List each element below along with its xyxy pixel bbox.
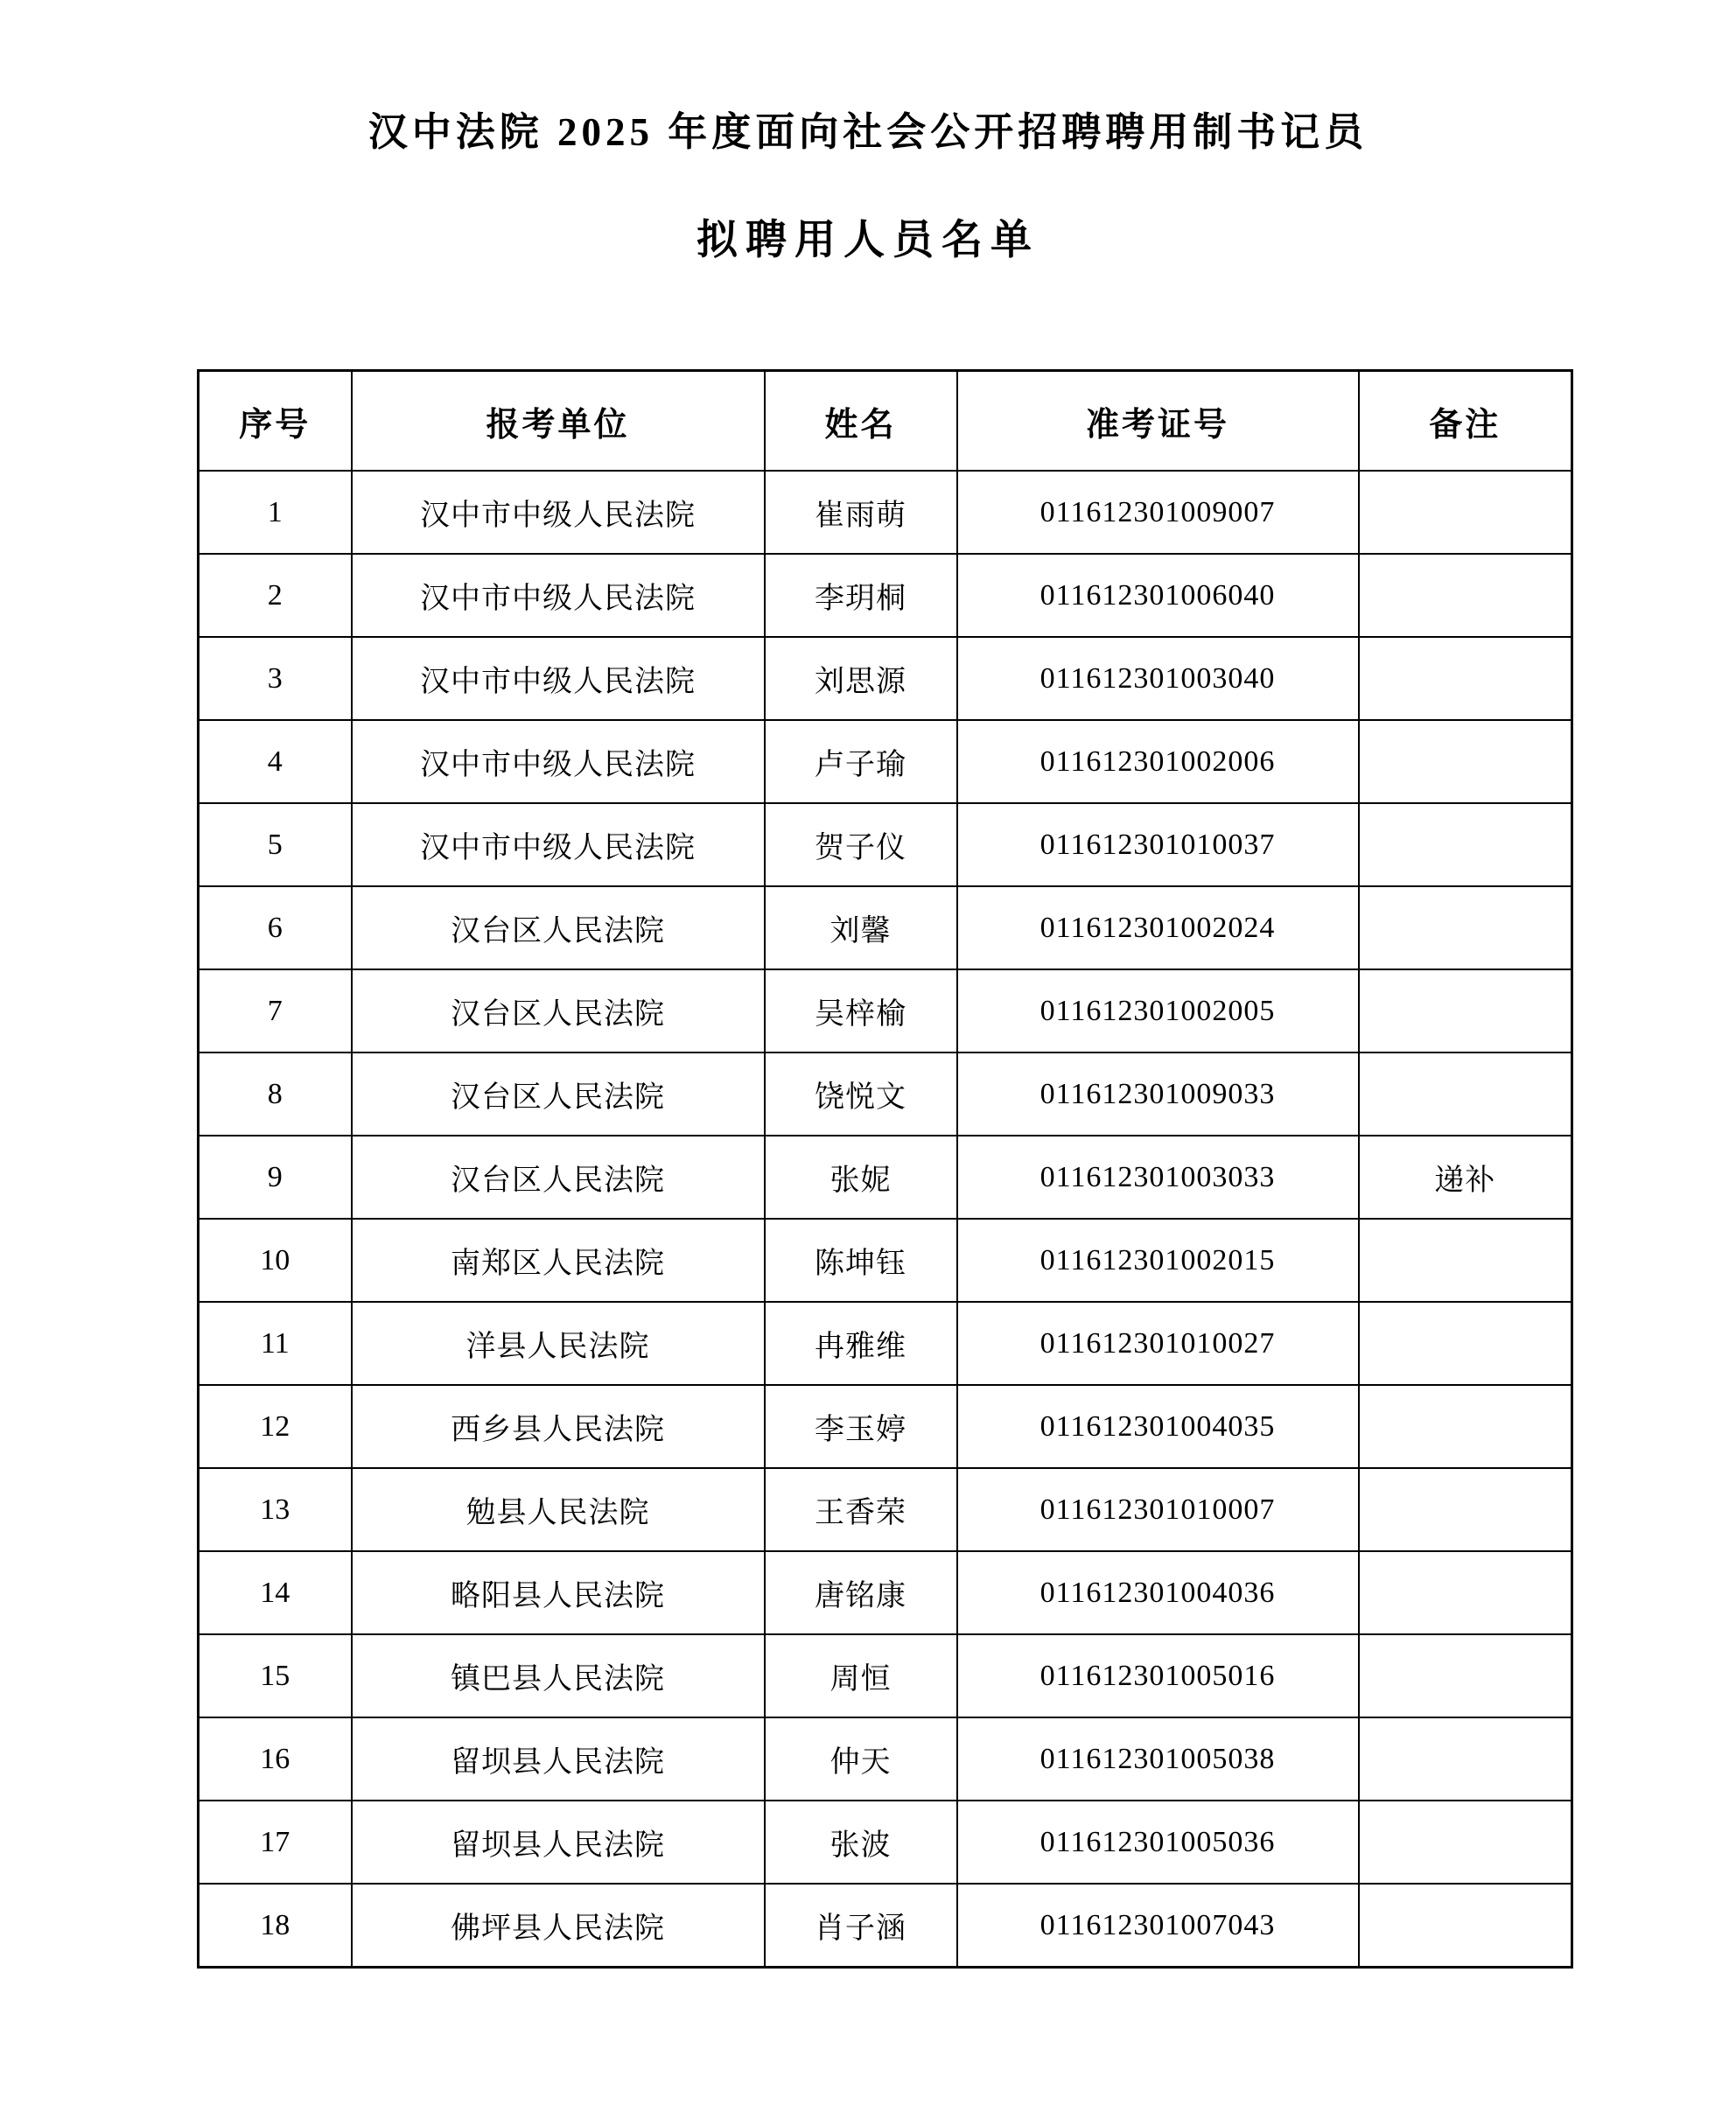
document-title-line1: 汉中法院 2025 年度面向社会公开招聘聘用制书记员 xyxy=(368,110,1368,154)
unit-cell: 留坝县人民法院 xyxy=(352,1801,765,1884)
remark-cell xyxy=(1359,637,1572,720)
name-cell: 王香荣 xyxy=(765,1468,957,1551)
remark-cell xyxy=(1359,1302,1572,1385)
table-row xyxy=(199,1801,1572,1884)
unit-cell: 西乡县人民法院 xyxy=(352,1385,765,1468)
unit-cell: 南郑区人民法院 xyxy=(352,1219,765,1302)
ticket-cell: 011612301002024 xyxy=(957,886,1359,969)
name-cell: 唐铭康 xyxy=(765,1551,957,1634)
header-remark: 备注 xyxy=(1359,371,1572,472)
unit-cell: 汉中市中级人民法院 xyxy=(352,637,765,720)
name-cell: 仲天 xyxy=(765,1717,957,1801)
ticket-cell: 011612301009007 xyxy=(957,471,1359,554)
remark-cell xyxy=(1359,1468,1572,1551)
table-row xyxy=(199,554,1572,637)
ticket-cell: 011612301002006 xyxy=(957,720,1359,803)
unit-cell: 汉中市中级人民法院 xyxy=(352,720,765,803)
seq-cell: 5 xyxy=(199,803,352,886)
unit-cell: 汉台区人民法院 xyxy=(352,969,765,1052)
remark-cell xyxy=(1359,1717,1572,1801)
remark-cell xyxy=(1359,1385,1572,1468)
seq-cell: 7 xyxy=(199,969,352,1052)
table-row xyxy=(199,803,1572,886)
name-cell: 陈坤钰 xyxy=(765,1219,957,1302)
table-row xyxy=(199,637,1572,720)
table-row xyxy=(199,1302,1572,1385)
remark-cell xyxy=(1359,1052,1572,1136)
seq-cell: 1 xyxy=(199,471,352,554)
table-row xyxy=(199,1219,1572,1302)
remark-cell xyxy=(1359,1219,1572,1302)
unit-cell: 汉台区人民法院 xyxy=(352,1136,765,1219)
ticket-cell: 011612301004036 xyxy=(957,1551,1359,1634)
table-row xyxy=(199,471,1572,554)
seq-cell: 11 xyxy=(199,1302,352,1385)
name-cell: 卢子瑜 xyxy=(765,720,957,803)
name-cell: 崔雨萌 xyxy=(765,471,957,554)
ticket-cell: 011612301005036 xyxy=(957,1801,1359,1884)
table-row xyxy=(199,1136,1572,1219)
seq-cell: 18 xyxy=(199,1884,352,1968)
unit-cell: 汉台区人民法院 xyxy=(352,886,765,969)
document-title-line2: 拟聘用人员名单 xyxy=(696,218,1040,263)
unit-cell: 洋县人民法院 xyxy=(352,1302,765,1385)
name-cell: 李玥桐 xyxy=(765,554,957,637)
header-ticket: 准考证号 xyxy=(957,371,1359,472)
unit-cell: 汉中市中级人民法院 xyxy=(352,554,765,637)
ticket-cell: 011612301003040 xyxy=(957,637,1359,720)
unit-cell: 汉台区人民法院 xyxy=(352,1052,765,1136)
ticket-cell: 011612301010007 xyxy=(957,1468,1359,1551)
name-cell: 贺子仪 xyxy=(765,803,957,886)
name-cell: 周恒 xyxy=(765,1634,957,1717)
remark-cell xyxy=(1359,554,1572,637)
ticket-cell: 011612301002015 xyxy=(957,1219,1359,1302)
unit-cell: 佛坪县人民法院 xyxy=(352,1884,765,1968)
name-cell: 李玉婷 xyxy=(765,1385,957,1468)
header-name: 姓名 xyxy=(765,371,957,472)
header-row xyxy=(199,371,1572,472)
name-cell: 肖子涵 xyxy=(765,1884,957,1968)
name-cell: 冉雅维 xyxy=(765,1302,957,1385)
unit-cell: 汉中市中级人民法院 xyxy=(352,803,765,886)
table-row xyxy=(199,886,1572,969)
unit-cell: 留坝县人民法院 xyxy=(352,1717,765,1801)
unit-cell: 镇巴县人民法院 xyxy=(352,1634,765,1717)
unit-cell: 汉中市中级人民法院 xyxy=(352,471,765,554)
table-row xyxy=(199,1634,1572,1717)
remark-cell xyxy=(1359,1634,1572,1717)
name-cell: 饶悦文 xyxy=(765,1052,957,1136)
name-cell: 张波 xyxy=(765,1801,957,1884)
table-row xyxy=(199,1884,1572,1968)
seq-cell: 2 xyxy=(199,554,352,637)
name-cell: 吴梓榆 xyxy=(765,969,957,1052)
table-row xyxy=(199,1551,1572,1634)
name-cell: 刘馨 xyxy=(765,886,957,969)
table-row xyxy=(199,1717,1572,1801)
table-row xyxy=(199,969,1572,1052)
ticket-cell: 011612301010027 xyxy=(957,1302,1359,1385)
ticket-cell: 011612301005016 xyxy=(957,1634,1359,1717)
remark-cell xyxy=(1359,1884,1572,1968)
seq-cell: 4 xyxy=(199,720,352,803)
remark-cell xyxy=(1359,1801,1572,1884)
table-row xyxy=(199,1468,1572,1551)
ticket-cell: 011612301006040 xyxy=(957,554,1359,637)
unit-cell: 勉县人民法院 xyxy=(352,1468,765,1551)
seq-cell: 3 xyxy=(199,637,352,720)
remark-cell xyxy=(1359,720,1572,803)
remark-cell: 递补 xyxy=(1359,1136,1572,1219)
unit-cell: 略阳县人民法院 xyxy=(352,1551,765,1634)
remark-cell xyxy=(1359,886,1572,969)
seq-cell: 9 xyxy=(199,1136,352,1219)
seq-cell: 10 xyxy=(199,1219,352,1302)
seq-cell: 13 xyxy=(199,1468,352,1551)
remark-cell xyxy=(1359,1551,1572,1634)
seq-cell: 6 xyxy=(199,886,352,969)
header-seq: 序号 xyxy=(199,371,352,472)
seq-cell: 8 xyxy=(199,1052,352,1136)
table-row xyxy=(199,1052,1572,1136)
seq-cell: 16 xyxy=(199,1717,352,1801)
ticket-cell: 011612301010037 xyxy=(957,803,1359,886)
remark-cell xyxy=(1359,471,1572,554)
header-unit: 报考单位 xyxy=(352,371,765,472)
remark-cell xyxy=(1359,803,1572,886)
roster-table xyxy=(197,369,1573,1969)
ticket-cell: 011612301009033 xyxy=(957,1052,1359,1136)
table-row xyxy=(199,720,1572,803)
ticket-cell: 011612301007043 xyxy=(957,1884,1359,1968)
ticket-cell: 011612301004035 xyxy=(957,1385,1359,1468)
name-cell: 张妮 xyxy=(765,1136,957,1219)
seq-cell: 12 xyxy=(199,1385,352,1468)
seq-cell: 15 xyxy=(199,1634,352,1717)
ticket-cell: 011612301005038 xyxy=(957,1717,1359,1801)
seq-cell: 17 xyxy=(199,1801,352,1884)
ticket-cell: 011612301003033 xyxy=(957,1136,1359,1219)
remark-cell xyxy=(1359,969,1572,1052)
ticket-cell: 011612301002005 xyxy=(957,969,1359,1052)
seq-cell: 14 xyxy=(199,1551,352,1634)
table-row xyxy=(199,1385,1572,1468)
name-cell: 刘思源 xyxy=(765,637,957,720)
